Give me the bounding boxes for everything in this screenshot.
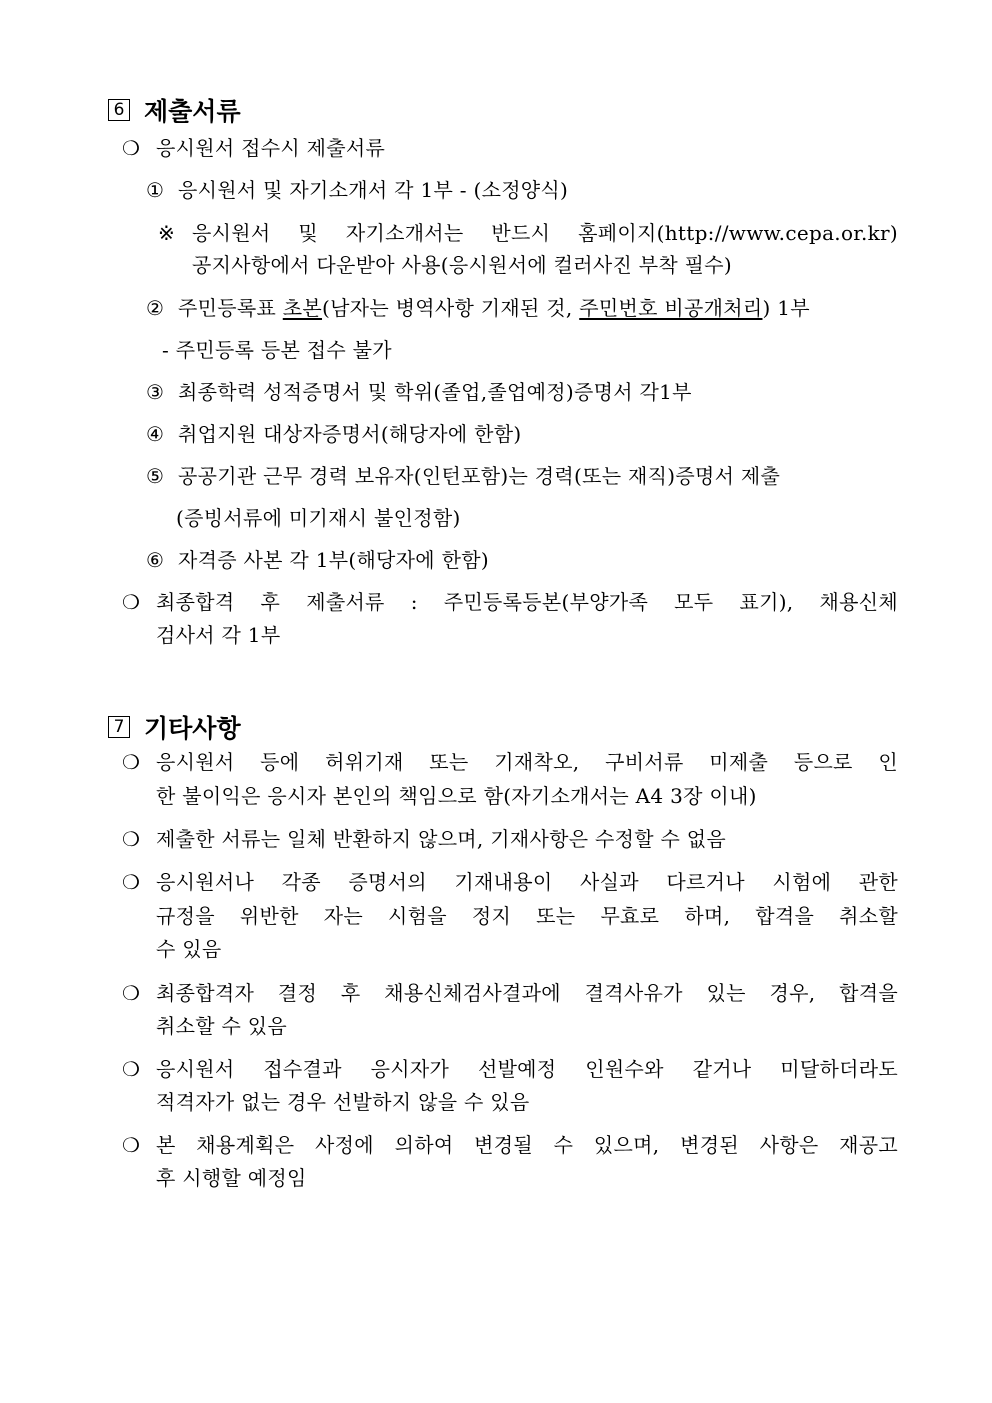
s6-item2-part1: 주민등록표	[178, 296, 283, 320]
s6-item2-text	[178, 294, 810, 322]
s6-bullet2-line1: 최종합격 후 제출서류 : 주민등록등본(부양가족 모두 표기), 채용신체	[156, 590, 898, 614]
s6-item2-sub: - 주민등록 등본 접수 불가	[162, 338, 392, 362]
s6-item2-part3: ) 1부	[762, 296, 810, 320]
note-marker: ※	[158, 221, 175, 245]
s7-bullet4-line1: 최종합격자 결정 후 채용신체검사결과에 결격사유가 있는 경우, 합격을	[156, 981, 898, 1005]
s6-bullet2-line2: 검사서 각 1부	[156, 623, 281, 647]
s7-bullet3-line2: 규정을 위반한 자는 시험을 정지 또는 무효로 하며, 합격을 취소할	[156, 904, 898, 928]
section-6-title: 제출서류	[144, 97, 241, 126]
item-marker: ①	[146, 178, 164, 202]
s7-bullet6-line1: 본 채용계획은 사정에 의하여 변경될 수 있으며, 변경된 사항은 재공고	[156, 1133, 898, 1157]
s7-bullet1-line1: 응시원서 등에 허위기재 또는 기재착오, 구비서류 미제출 등으로 인	[156, 750, 898, 774]
s6-item6-text: 자격증 사본 각 1부(해당자에 한함)	[178, 548, 489, 572]
s6-bullet1-text: 응시원서 접수시 제출서류	[156, 136, 386, 160]
s6-item5-line2: (증빙서류에 미기재시 불인정함)	[176, 506, 461, 530]
s7-bullet3-line1: 응시원서나 각종 증명서의 기재내용이 사실과 다르거나 시험에 관한	[156, 870, 898, 894]
item-marker: ③	[146, 380, 164, 404]
bullet-marker: ❍	[122, 870, 140, 894]
bullet-marker: ❍	[122, 981, 140, 1005]
s6-note-line1: 응시원서 및 자기소개서는 반드시 홈페이지(http://www.cepa.or.kr)	[192, 221, 898, 245]
s6-item3-text: 최종학력 성적증명서 및 학위(졸업,졸업예정)증명서 각1부	[178, 380, 692, 404]
s7-bullet2-line1: 제출한 서류는 일체 반환하지 않으며, 기재사항은 수정할 수 없음	[156, 827, 727, 851]
s7-bullet4-line2: 취소할 수 있음	[156, 1014, 288, 1038]
section-7-heading	[108, 709, 241, 745]
bullet-marker: ❍	[122, 1057, 140, 1081]
s6-item2-part2: (남자는 병역사항 기재된 것,	[322, 296, 580, 320]
bullet-marker: ❍	[122, 750, 140, 774]
s7-bullet1-line2: 한 불이익은 응시자 본인의 책임으로 함(자기소개서는 A4 3장 이내)	[156, 784, 757, 808]
s7-bullet5-line1: 응시원서 접수결과 응시자가 선발예정 인원수와 같거나 미달하더라도	[156, 1057, 898, 1081]
section-7-title: 기타사항	[144, 714, 241, 743]
item-marker: ⑤	[146, 464, 164, 488]
bullet-marker: ❍	[122, 1133, 140, 1157]
s6-item2-underline2: 주민번호 비공개처리	[579, 296, 763, 320]
item-marker: ②	[146, 296, 164, 320]
s7-bullet5-line2: 적격자가 없는 경우 선발하지 않을 수 있음	[156, 1090, 530, 1114]
bullet-marker: ❍	[122, 827, 140, 851]
s6-item5-line1: 공공기관 근무 경력 보유자(인턴포함)는 경력(또는 재직)증명서 제출	[178, 464, 781, 488]
bullet-marker: ❍	[122, 136, 140, 160]
bullet-marker: ❍	[122, 590, 140, 614]
section-7-number: 7	[108, 716, 130, 738]
s6-note-line2: 공지사항에서 다운받아 사용(응시원서에 컬러사진 부착 필수)	[192, 253, 732, 277]
s6-item1-text: 응시원서 및 자기소개서 각 1부 - (소정양식)	[178, 178, 569, 202]
s7-bullet3-line3: 수 있음	[156, 937, 222, 961]
s7-bullet6-line2: 후 시행할 예정임	[156, 1166, 307, 1190]
item-marker: ④	[146, 422, 164, 446]
section-6-number: 6	[108, 99, 130, 121]
section-6-heading	[108, 92, 241, 128]
s6-item4-text: 취업지원 대상자증명서(해당자에 한함)	[178, 422, 522, 446]
item-marker: ⑥	[146, 548, 164, 572]
s6-item2-underline1: 초본	[282, 296, 323, 320]
